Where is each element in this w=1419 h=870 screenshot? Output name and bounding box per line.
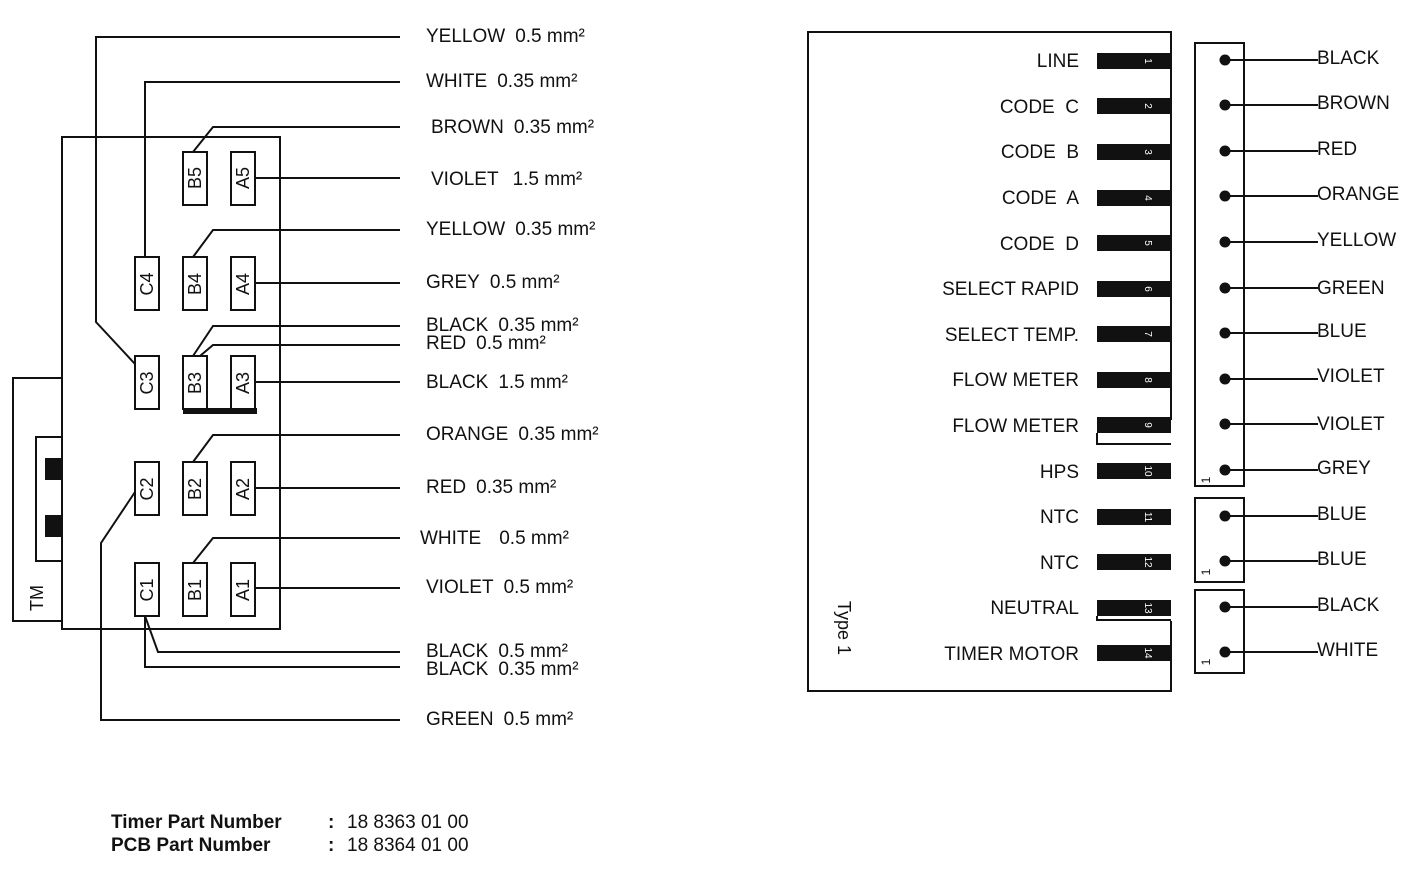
svg-text:GREEN0.5 mm² xyxy=(426,709,573,730)
wire-color: BLACK xyxy=(426,659,489,680)
timer-motor-tab xyxy=(45,458,62,480)
timer-motor-box xyxy=(13,378,62,621)
pin-label: SELECT TEMP. xyxy=(944,325,1079,346)
wire-color: WHITE xyxy=(420,528,482,549)
timer-motor-tab xyxy=(45,515,62,537)
pin-label: CODE D xyxy=(999,234,1079,255)
wire-size: 0.5 mm² xyxy=(489,272,560,293)
pcb-pin xyxy=(1097,463,1171,479)
pin-number: 6 xyxy=(1142,286,1153,292)
wire-color: VIOLET xyxy=(1317,414,1385,435)
wire-color: BLACK xyxy=(1317,48,1380,69)
terminal-c2 xyxy=(135,462,159,515)
pin-number: 10 xyxy=(1142,465,1153,477)
pcb-pin xyxy=(1097,190,1171,206)
wire-color: YELLOW xyxy=(426,26,506,47)
pcb-pin-bars xyxy=(1097,53,1171,661)
wire-color: GREY xyxy=(1317,458,1371,479)
timer-part-label: Timer Part Number xyxy=(111,812,282,833)
svg-text:C1: C1 xyxy=(137,578,157,602)
pcb-pin xyxy=(1097,417,1171,433)
wire-size: 0.5 mm² xyxy=(499,528,569,549)
wire-color: YELLOW xyxy=(426,219,506,240)
pin-number: 11 xyxy=(1142,511,1153,523)
pcb-pin xyxy=(1097,326,1171,342)
terminal-b5 xyxy=(183,152,207,205)
pin-number: 7 xyxy=(1142,331,1153,337)
terminal-a5 xyxy=(231,152,255,205)
wire-size: 0.5 mm² xyxy=(515,26,585,47)
wire-color: ORANGE xyxy=(1317,184,1400,205)
connector-mark: 1 xyxy=(1199,476,1213,484)
pcb-pin xyxy=(1097,600,1171,616)
pcb-pin xyxy=(1097,645,1171,661)
svg-text:C3: C3 xyxy=(137,371,157,395)
svg-text:A2: A2 xyxy=(233,477,253,501)
wire-color: BLUE xyxy=(1317,321,1367,342)
svg-text:VIOLET0.5 mm² xyxy=(426,577,573,598)
terminal-a2 xyxy=(231,462,255,515)
pcb-pin xyxy=(1097,144,1171,160)
terminal-b3 xyxy=(183,356,207,409)
pcb-pin xyxy=(1097,53,1171,69)
wire-size: 0.35 mm² xyxy=(518,424,599,445)
wire-color: VIOLET xyxy=(1317,366,1385,387)
separator: : xyxy=(328,835,335,856)
timer-wire-labels xyxy=(420,26,599,730)
svg-text:B2: B2 xyxy=(185,477,205,501)
terminal-a1 xyxy=(231,563,255,616)
wire-color: BLACK xyxy=(426,315,489,336)
terminal-a3 xyxy=(231,356,255,409)
pcb-part-value: 18 8364 01 00 xyxy=(347,835,469,856)
pin-number: 5 xyxy=(1142,240,1153,246)
pcb-pin xyxy=(1097,281,1171,297)
wire-size: 1.5 mm² xyxy=(498,372,568,393)
svg-text:GREY0.5 mm² xyxy=(426,272,560,293)
svg-text:ORANGE0.35 mm² xyxy=(426,424,599,445)
pcb-board-outline xyxy=(808,32,1171,691)
svg-text:WHITE0.35 mm² xyxy=(426,71,577,92)
wire-size: 0.35 mm² xyxy=(498,315,579,336)
svg-text:YELLOW0.5 mm² xyxy=(426,26,585,47)
pin-label: NTC xyxy=(1039,507,1079,528)
pcb-wire-labels xyxy=(1317,48,1399,661)
pcb-pin xyxy=(1097,554,1171,570)
svg-text:C4: C4 xyxy=(137,272,157,296)
pin-label: LINE xyxy=(1036,51,1079,72)
terminal-b2 xyxy=(183,462,207,515)
svg-text:BROWN0.35 mm² xyxy=(431,117,594,138)
wire-size: 0.35 mm² xyxy=(515,219,596,240)
svg-text:BLACK0.35 mm² xyxy=(426,659,579,680)
pin-number: 8 xyxy=(1142,377,1153,383)
wire-size: 0.35 mm² xyxy=(476,477,557,498)
tm-label: TM xyxy=(27,585,47,611)
terminal-c1 xyxy=(135,563,159,616)
pin-label: NEUTRAL xyxy=(990,598,1079,619)
pin-label: FLOW METER xyxy=(952,416,1079,437)
svg-text:RED0.5 mm² xyxy=(426,333,546,354)
pin-number: 14 xyxy=(1142,647,1153,659)
svg-text:A5: A5 xyxy=(233,166,253,190)
wire-color: GREY xyxy=(426,272,480,293)
wire-color: ORANGE xyxy=(426,424,509,445)
pin-label: NTC xyxy=(1039,553,1079,574)
pin-label: CODE C xyxy=(999,97,1079,118)
pin-label: FLOW METER xyxy=(952,370,1079,391)
wire-color: RED xyxy=(426,333,467,354)
svg-text:B4: B4 xyxy=(185,272,205,296)
wire-color: YELLOW xyxy=(1317,230,1397,251)
wire-color: BROWN xyxy=(431,117,504,138)
pin-number: 3 xyxy=(1142,149,1153,155)
svg-text:B3: B3 xyxy=(185,371,205,395)
wire-color: RED xyxy=(426,477,467,498)
pcb-pin-labels xyxy=(942,51,1079,665)
wire-color: VIOLET xyxy=(426,577,494,598)
pin-number: 9 xyxy=(1142,422,1153,428)
svg-text:C2: C2 xyxy=(137,477,157,501)
separator: : xyxy=(328,812,335,833)
wire-color: BLUE xyxy=(1317,504,1367,525)
pin-number: 1 xyxy=(1142,58,1153,64)
part-numbers xyxy=(111,812,469,856)
wire-size: 0.5 mm² xyxy=(498,641,568,662)
wire-color: BROWN xyxy=(1317,93,1390,114)
pcb-pin xyxy=(1097,235,1171,251)
wire-color: BLACK xyxy=(1317,595,1380,616)
svg-text:B5: B5 xyxy=(185,166,205,190)
pin-label: TIMER MOTOR xyxy=(944,644,1079,665)
svg-text:BLACK1.5 mm² xyxy=(426,372,568,393)
wire-color: BLACK xyxy=(426,641,489,662)
wire-color: WHITE xyxy=(1317,640,1379,661)
pin-number: 13 xyxy=(1142,602,1153,614)
wire-size: 0.5 mm² xyxy=(503,577,574,598)
connector-main xyxy=(1195,43,1244,486)
terminal-a4 xyxy=(231,257,255,310)
timer-motor-slot xyxy=(36,437,62,561)
wire-color: VIOLET xyxy=(431,169,499,190)
pin-number: 2 xyxy=(1142,103,1153,109)
terminal-c3 xyxy=(135,356,159,409)
pin-label: CODE B xyxy=(1000,142,1079,163)
wire-size: 0.5 mm² xyxy=(476,333,546,354)
pcb-part-label: PCB Part Number xyxy=(111,835,271,856)
timer-part-value: 18 8363 01 00 xyxy=(347,812,469,833)
wire-color: RED xyxy=(1317,139,1358,160)
svg-text:A3: A3 xyxy=(233,371,253,395)
connector-mark: 1 xyxy=(1199,568,1213,576)
terminal-c4 xyxy=(135,257,159,310)
pcb-pin xyxy=(1097,509,1171,525)
svg-text:B1: B1 xyxy=(185,578,205,602)
pcb-connector-wires xyxy=(1220,55,1319,658)
wire-color: GREEN xyxy=(426,709,494,730)
pin-number: 4 xyxy=(1142,195,1153,201)
timer-diagram xyxy=(13,26,599,730)
pin-number: 12 xyxy=(1142,556,1153,568)
wire-color: WHITE xyxy=(426,71,488,92)
svg-text:YELLOW0.35 mm² xyxy=(426,219,595,240)
svg-text:WHITE0.5 mm² xyxy=(420,528,569,549)
svg-text:A1: A1 xyxy=(233,578,253,602)
pin-label: CODE A xyxy=(1001,188,1079,209)
terminal-b4 xyxy=(183,257,207,310)
pcb-pin xyxy=(1097,98,1171,114)
connector-mark: 1 xyxy=(1199,658,1213,666)
pcb-type-label: Type 1 xyxy=(834,600,854,656)
svg-text:VIOLET1.5 mm² xyxy=(431,169,582,190)
pcb-pin xyxy=(1097,372,1171,388)
svg-text:RED0.35 mm² xyxy=(426,477,556,498)
pin-label: SELECT RAPID xyxy=(942,279,1079,300)
wire-color: GREEN xyxy=(1317,278,1385,299)
wire-size: 0.35 mm² xyxy=(513,117,595,138)
svg-text:A4: A4 xyxy=(233,272,253,296)
wire-color: BLUE xyxy=(1317,549,1367,570)
wire-size: 0.35 mm² xyxy=(497,71,578,92)
wire-size: 0.35 mm² xyxy=(498,659,579,680)
wire-size: 1.5 mm² xyxy=(512,169,583,190)
pcb-diagram xyxy=(808,32,1399,691)
wire-color: BLACK xyxy=(426,372,489,393)
terminal-b1 xyxy=(183,563,207,616)
pin-label: HPS xyxy=(1039,462,1079,483)
wire-size: 0.5 mm² xyxy=(503,709,574,730)
